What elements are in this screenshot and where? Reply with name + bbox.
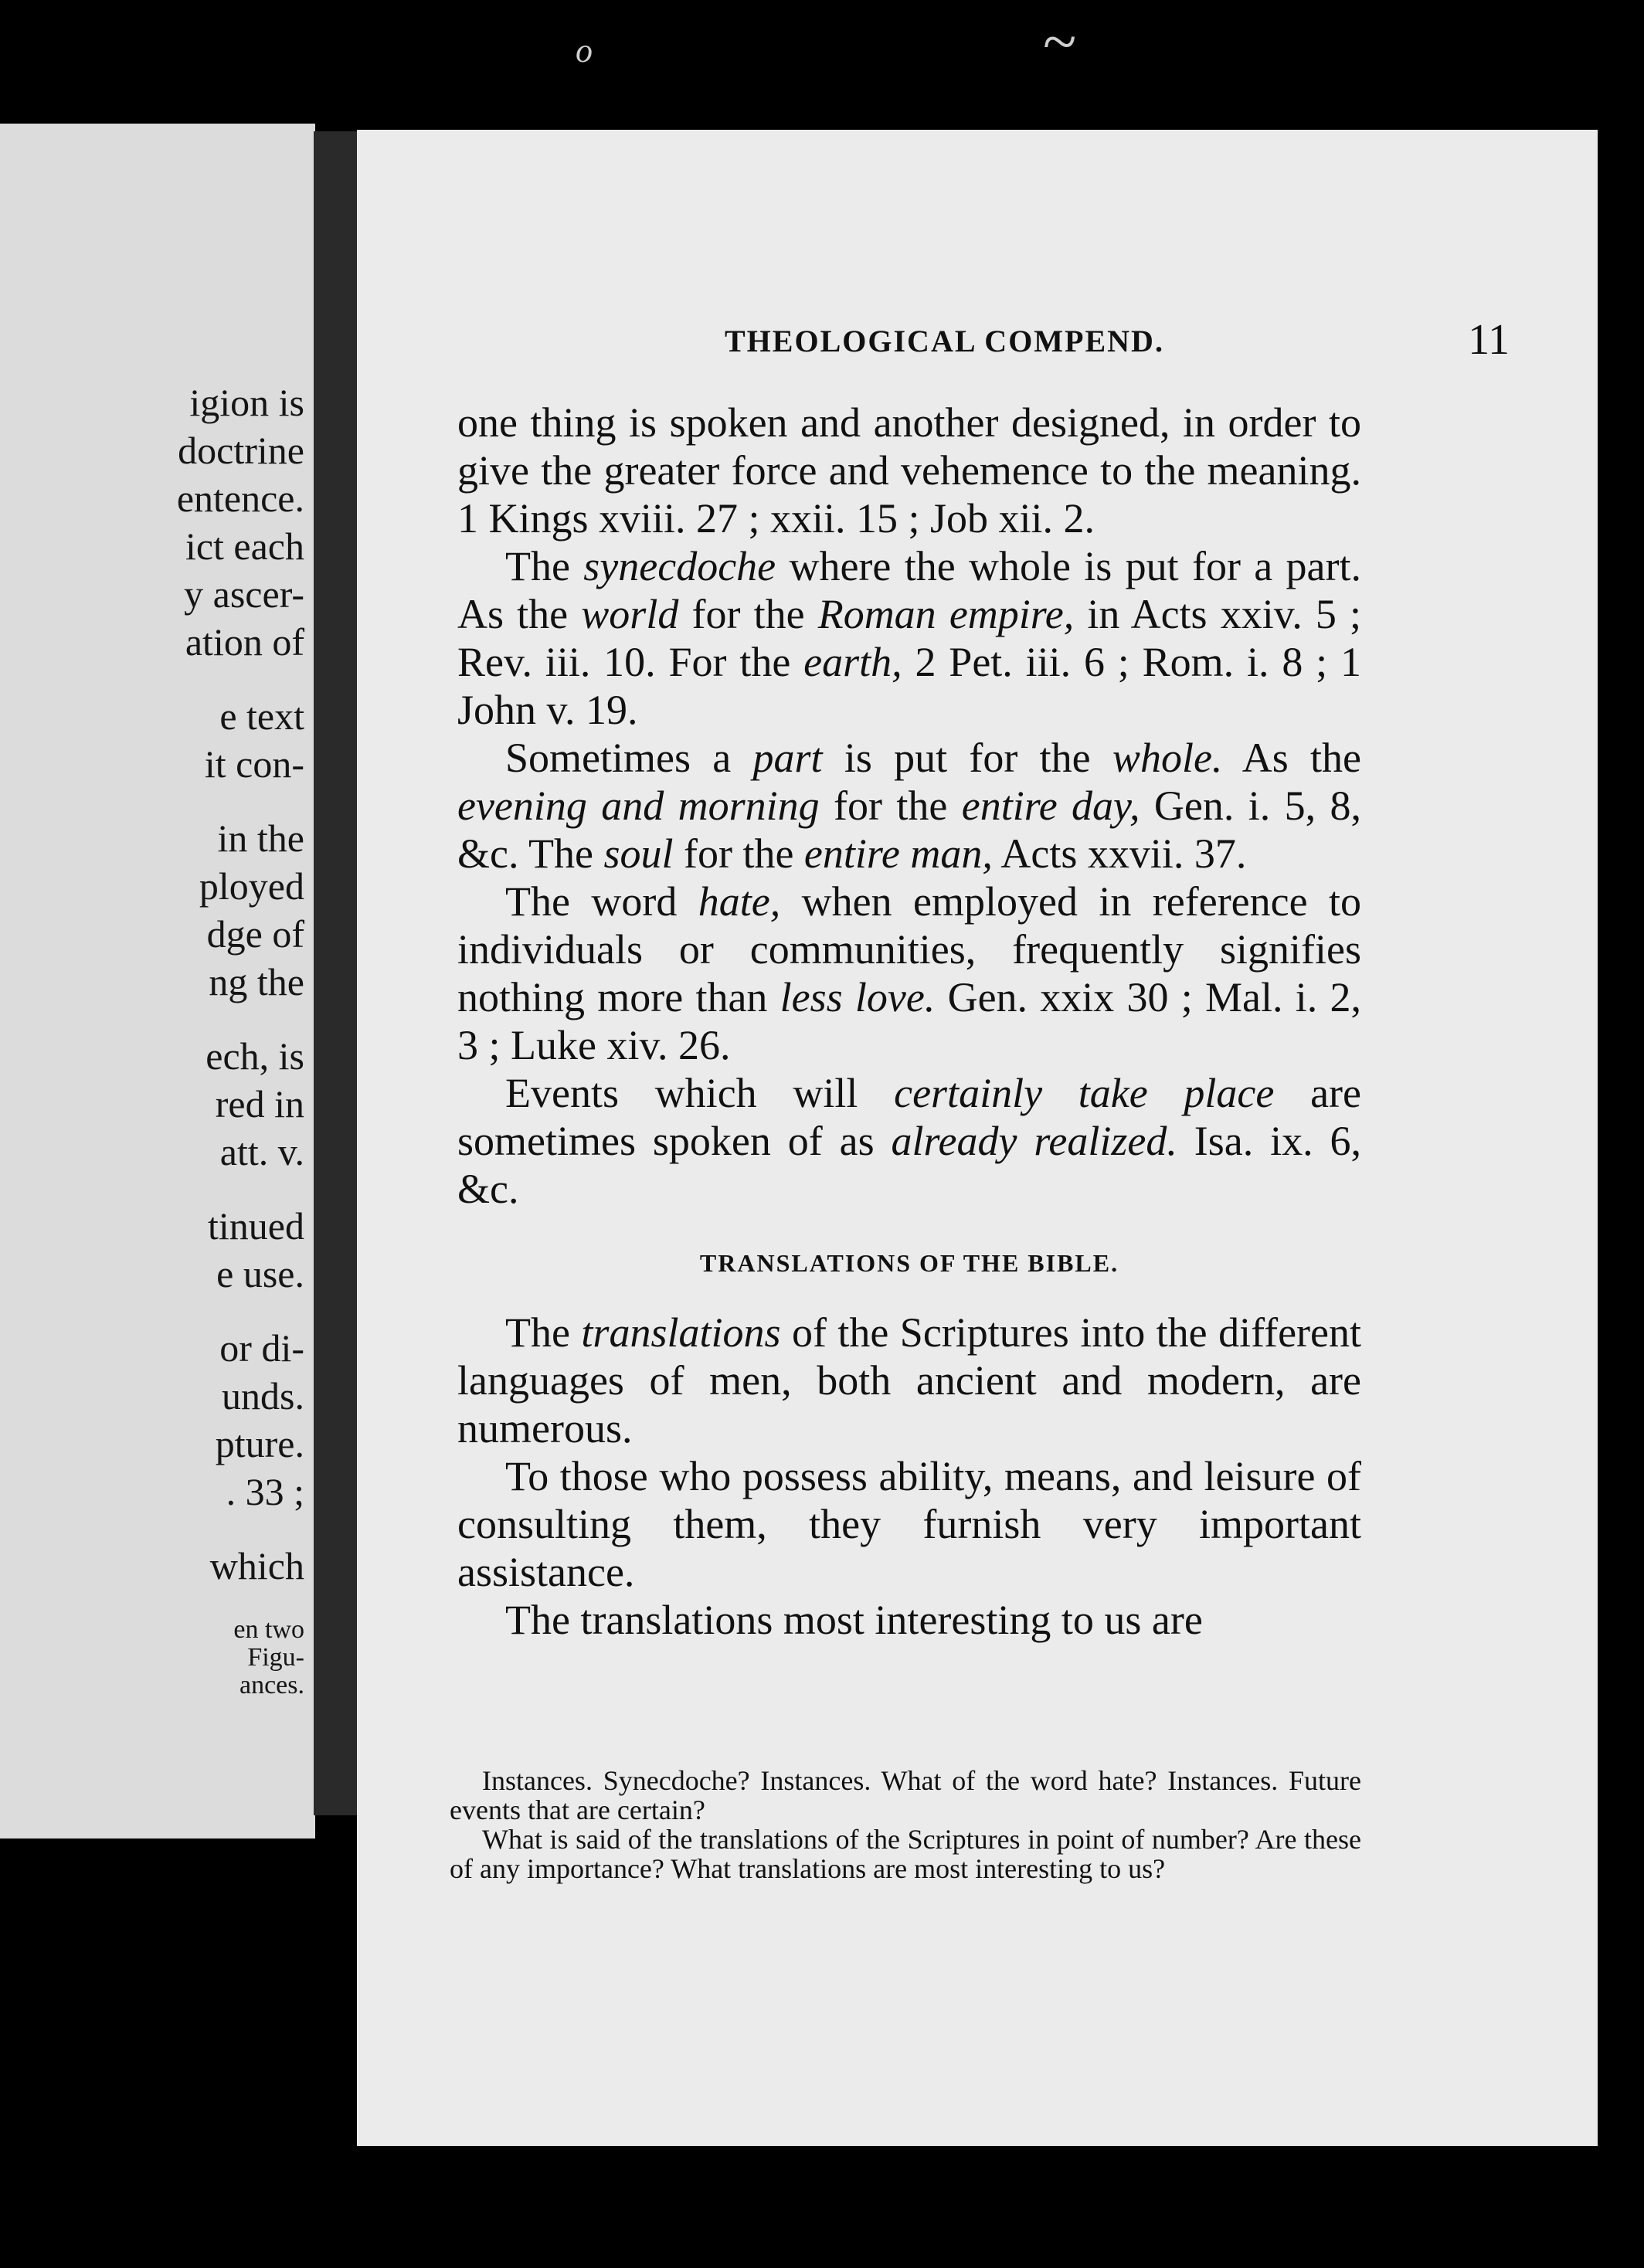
left-page-footnote-line: en two xyxy=(233,1616,304,1644)
paragraph-synecdoche: The synecdoche where the whole is put for a part. As the world for the Roman empire, in Acts xxiv. 5 ; Rev. iii. 10. For the earth, 2 Pet. iii. 6 ; Rom. i. 8 ; 1 John v. 19. xyxy=(457,543,1362,733)
paragraph-hate: The word hate, when employed in reference to individuals or communities, frequently signifies nothing more than less love. Gen. xxix 30 ; Mal. i. 2, 3 ; Luke xiv. 26. xyxy=(457,878,1362,1068)
left-page-line: which xyxy=(209,1544,304,1587)
left-page-line: red in xyxy=(215,1082,304,1126)
paragraph-future-events: Events which will certainly take place are sometimes spoken of as already realized. Isa. ix. 6, &c. xyxy=(457,1070,1361,1212)
left-page-text xyxy=(0,379,315,1699)
left-page-line: att. v. xyxy=(219,1130,304,1173)
left-page-line: e text xyxy=(219,694,304,738)
paragraph-interesting: The translations most interesting to us are xyxy=(505,1597,1203,1643)
left-page-line: ech, is xyxy=(206,1034,304,1078)
facing-left-page xyxy=(0,124,315,1839)
left-page-line: y ascer- xyxy=(184,572,304,616)
paragraph-assistance: To those who possess ability, means, and leisure of consulting them, they furnish very important assistance. xyxy=(457,1453,1361,1595)
left-page-line: it con- xyxy=(204,742,304,786)
left-page-line: entence. xyxy=(176,477,304,520)
body-text xyxy=(457,399,1361,1644)
left-page-line: igion is xyxy=(189,381,304,424)
left-page-line: . 33 ; xyxy=(226,1470,304,1513)
left-line-gap xyxy=(0,1590,315,1616)
left-page-line: pture. xyxy=(215,1422,304,1465)
paragraph-continued: one thing is spoken and another designed, in order to give the greater force and vehemence to the meaning. 1 Kings xviii. 27 ; xxii. 15 ; Job xii. 2. xyxy=(457,399,1361,542)
left-page-line: in the xyxy=(217,817,304,860)
left-page-line: e use. xyxy=(216,1252,304,1295)
paragraph-part-for-whole: Sometimes a part is put for the whole. As the evening and morning for the entire day, Gen. i. 5, 8, &c. The soul for the entire man, Acts xxvii. 37. xyxy=(457,735,1362,877)
left-page-footnote-line: ances. xyxy=(239,1672,304,1699)
left-line-gap xyxy=(0,788,315,814)
paragraph-translations: The translations of the Scriptures into the different languages of men, both ancient and modern, are numerous. xyxy=(457,1309,1362,1451)
left-page-footnote-line: Figu- xyxy=(247,1644,304,1672)
left-line-gap xyxy=(0,1176,315,1202)
right-page xyxy=(357,130,1598,2146)
question-block-1: Instances. Synecdoche? Instances. What of the word hate? Instances. Future events that are certain? xyxy=(450,1765,1361,1825)
running-title: THEOLOGICAL COMPEND. xyxy=(725,324,1164,358)
scan-mark-tilde: ~ xyxy=(1043,8,1077,76)
left-line-gap xyxy=(0,1298,315,1324)
left-page-line: ation of xyxy=(185,620,304,664)
question-block-2: What is said of the translations of the Scriptures in point of number? Are these of any importance? What translations are most interesting to us? xyxy=(450,1824,1361,1884)
study-questions xyxy=(450,1766,1361,1883)
left-page-line: tinued xyxy=(208,1204,304,1248)
left-page-line: dge of xyxy=(206,912,304,956)
left-line-gap xyxy=(0,666,315,692)
left-page-line: doctrine xyxy=(178,429,304,472)
left-page-line: ployed xyxy=(199,864,304,908)
left-line-gap xyxy=(0,1006,315,1032)
running-header xyxy=(725,316,1513,364)
section-heading: TRANSLATIONS OF THE BIBLE. xyxy=(699,1249,1119,1277)
book-gutter xyxy=(314,131,360,1815)
page-number: 11 xyxy=(1468,316,1510,364)
left-page-line: unds. xyxy=(222,1374,304,1418)
left-page-line: ict each xyxy=(185,525,304,568)
left-line-gap xyxy=(0,1516,315,1542)
left-page-line: or di- xyxy=(219,1326,304,1370)
left-page-line: ng the xyxy=(209,960,304,1003)
scan-mark-o: o xyxy=(576,32,593,70)
